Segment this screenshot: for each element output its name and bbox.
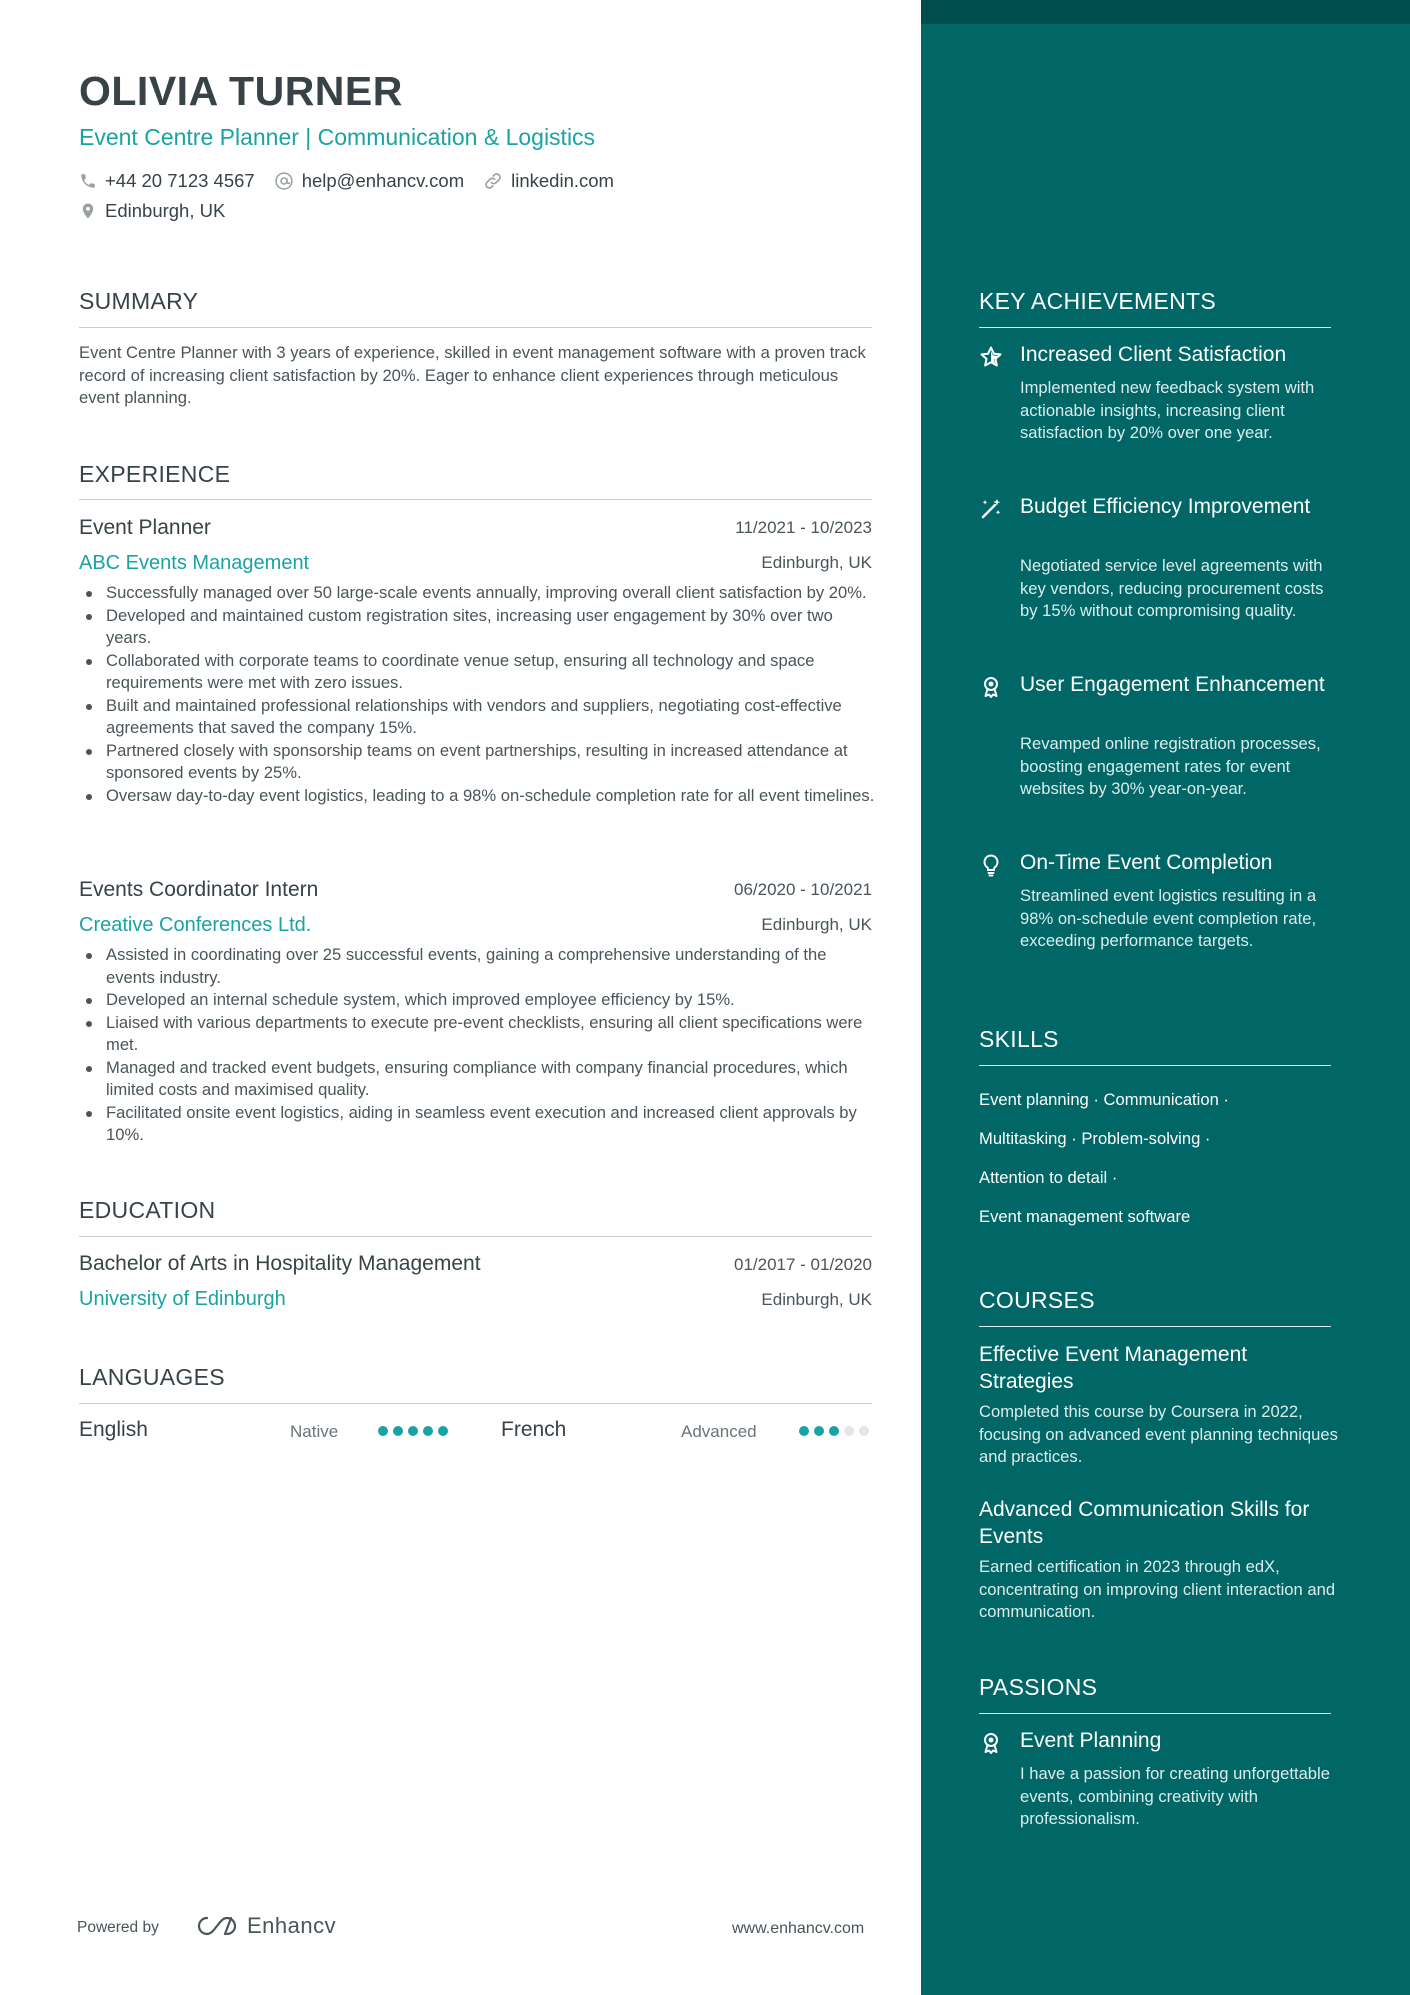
proficiency-dot-filled: [799, 1426, 809, 1436]
footer-logo-text: Enhancv: [247, 1913, 337, 1938]
skills-list: [979, 1080, 1331, 1236]
proficiency-dot-filled: [438, 1426, 448, 1436]
phone-text: +44 20 7123 4567: [105, 170, 255, 191]
language-name: English: [79, 1418, 148, 1441]
bullet-item: Built and maintained professional relationships with vendors and suppliers, negotiating cost-effective agreements that saved the company 15%.: [79, 695, 879, 740]
contact-email[interactable]: [274, 170, 464, 192]
skills-divider: [979, 1065, 1331, 1066]
language-name: French: [501, 1418, 567, 1441]
proficiency-dot-filled: [829, 1426, 839, 1436]
bullet-item: Oversaw day-to-day event logistics, leading to a 98% on-schedule completion rate for all event timelines.: [79, 785, 879, 808]
skills-title: SKILLS: [979, 1026, 1059, 1052]
contact-location: [79, 200, 225, 222]
job-company[interactable]: Creative Conferences Ltd.: [79, 914, 312, 936]
achievement-title: User Engagement Enhancement: [1020, 673, 1325, 696]
contact-row: [79, 170, 633, 192]
location-pin-icon: [79, 201, 97, 221]
bullet-item: Developed an internal schedule system, which improved employee efficiency by 15%.: [79, 989, 879, 1012]
language-dots: [799, 1426, 874, 1436]
proficiency-dot-empty: [844, 1426, 854, 1436]
course-desc: Completed this course by Coursera in 2022, focusing on advanced event planning techniques and practices.: [979, 1402, 1338, 1466]
footer-logo[interactable]: [195, 1913, 336, 1939]
education-title: EDUCATION: [79, 1197, 216, 1223]
skill-line: Event planning · Communication ·: [979, 1090, 1229, 1109]
sidebar-top-bar: [921, 0, 1410, 24]
experience-divider: [79, 499, 872, 500]
bullet-item: Assisted in coordinating over 25 successful events, gaining a comprehensive understanding of the events industry.: [79, 944, 879, 989]
job-bullets: [79, 582, 879, 807]
courses-title: COURSES: [979, 1287, 1095, 1313]
summary-divider: [79, 327, 872, 328]
proficiency-dot-filled: [814, 1426, 824, 1436]
job-role: Event Planner: [79, 516, 211, 539]
achievement-desc: Negotiated service level agreements with key vendors, reducing procurement costs by 15% without compromising quality.: [1020, 556, 1324, 620]
achievement-title: Budget Efficiency Improvement: [1020, 495, 1311, 518]
proficiency-dot-empty: [859, 1426, 869, 1436]
proficiency-dot-filled: [408, 1426, 418, 1436]
achievement-desc: Revamped online registration processes, boosting engagement rates for event websites by 30% year-on-year.: [1020, 734, 1321, 798]
skill-line: Event management software: [979, 1207, 1191, 1226]
education-school[interactable]: University of Edinburgh: [79, 1288, 286, 1310]
skill-line: Multitasking · Problem-solving ·: [979, 1129, 1211, 1148]
summary-text: Event Centre Planner with 3 years of experience, skilled in event management software with a proven track record of increasing client satisfaction by 20%. Eager to enhance client experiences through meticulous event planning.: [79, 343, 866, 407]
footer-powered-by: Powered by: [77, 1919, 159, 1936]
link-icon: [483, 171, 503, 191]
job-dates: 11/2021 - 10/2023: [735, 518, 872, 537]
languages-title: LANGUAGES: [79, 1364, 225, 1390]
lightbulb-icon: [979, 853, 1003, 877]
passions-title: PASSIONS: [979, 1674, 1098, 1700]
skill-line: Attention to detail ·: [979, 1168, 1118, 1187]
job-dates: 06/2020 - 10/2021: [733, 880, 872, 899]
candidate-subtitle: Event Centre Planner | Communication & Logistics: [79, 124, 596, 150]
job-company[interactable]: ABC Events Management: [79, 552, 310, 574]
passion-desc: I have a passion for creating unforgettable events, combining creativity with professionalism.: [1020, 1764, 1330, 1828]
achievement-desc: Streamlined event logistics resulting in a 98% on-schedule event completion rate, exceeding performance targets.: [1020, 886, 1317, 950]
award-icon: [979, 1731, 1003, 1755]
candidate-name: OLIVIA TURNER: [79, 68, 403, 114]
achievement-desc: Implemented new feedback system with actionable insights, increasing client satisfaction by 20% over one year.: [1020, 378, 1315, 442]
achievement-title: On-Time Event Completion: [1020, 851, 1273, 874]
award-icon: [979, 675, 1003, 699]
course-title: Effective Event Management Strategies: [979, 1343, 1248, 1393]
summary-title: SUMMARY: [79, 288, 199, 314]
enhancv-logo-icon: [195, 1914, 239, 1938]
course-desc: Earned certification in 2023 through edX, concentrating on improving client interaction and communication.: [979, 1557, 1336, 1621]
wand-icon: [979, 497, 1003, 521]
courses-divider: [979, 1326, 1331, 1327]
passion-title: Event Planning: [1020, 1729, 1162, 1752]
achievement-title: Increased Client Satisfaction: [1020, 343, 1287, 366]
star-icon: [979, 345, 1003, 369]
at-icon: [274, 171, 294, 191]
job-bullets: [79, 944, 879, 1147]
education-location: Edinburgh, UK: [761, 1290, 872, 1309]
passions-divider: [979, 1713, 1331, 1714]
contact-phone[interactable]: [79, 170, 255, 192]
bullet-item: Liaised with various departments to execute pre-event checklists, ensuring all client specifications were met.: [79, 1012, 879, 1057]
language-level: Advanced: [681, 1422, 757, 1441]
education-degree: Bachelor of Arts in Hospitality Management: [79, 1252, 481, 1275]
experience-title: EXPERIENCE: [79, 461, 231, 487]
bullet-item: Developed and maintained custom registration sites, increasing user engagement by 30% over two years.: [79, 605, 879, 650]
contact-linkedin[interactable]: [483, 170, 614, 192]
language-level: Native: [290, 1422, 339, 1441]
linkedin-text: linkedin.com: [511, 170, 614, 191]
language-dots: [378, 1426, 453, 1436]
bullet-item: Successfully managed over 50 large-scale events annually, improving overall client satisfaction by 20%.: [79, 582, 879, 605]
achievements-divider: [979, 327, 1331, 328]
location-text: Edinburgh, UK: [105, 200, 226, 221]
course-title: Advanced Communication Skills for Events: [979, 1498, 1310, 1548]
achievements-title: KEY ACHIEVEMENTS: [979, 288, 1217, 314]
proficiency-dot-filled: [378, 1426, 388, 1436]
footer-url[interactable]: www.enhancv.com: [732, 1920, 865, 1937]
job-location: Edinburgh, UK: [761, 915, 872, 934]
bullet-item: Managed and tracked event budgets, ensuring compliance with company financial procedures, which limited costs and maximised quality.: [79, 1057, 879, 1102]
bullet-item: Partnered closely with sponsorship teams on event partnerships, resulting in increased attendance at sponsored events by 25%.: [79, 740, 879, 785]
proficiency-dot-filled: [423, 1426, 433, 1436]
phone-icon: [79, 172, 97, 190]
education-divider: [79, 1236, 872, 1237]
contact-row-location: [79, 200, 244, 222]
proficiency-dot-filled: [393, 1426, 403, 1436]
job-location: Edinburgh, UK: [761, 553, 872, 572]
languages-divider: [79, 1403, 872, 1404]
bullet-item: Facilitated onsite event logistics, aiding in seamless event execution and increased client approvals by 10%.: [79, 1102, 879, 1147]
job-role: Events Coordinator Intern: [79, 878, 319, 901]
email-text: help@enhancv.com: [301, 170, 465, 191]
bullet-item: Collaborated with corporate teams to coordinate venue setup, ensuring all technology and space requirements were met with zero issues.: [79, 650, 879, 695]
education-dates: 01/2017 - 01/2020: [733, 1255, 872, 1274]
